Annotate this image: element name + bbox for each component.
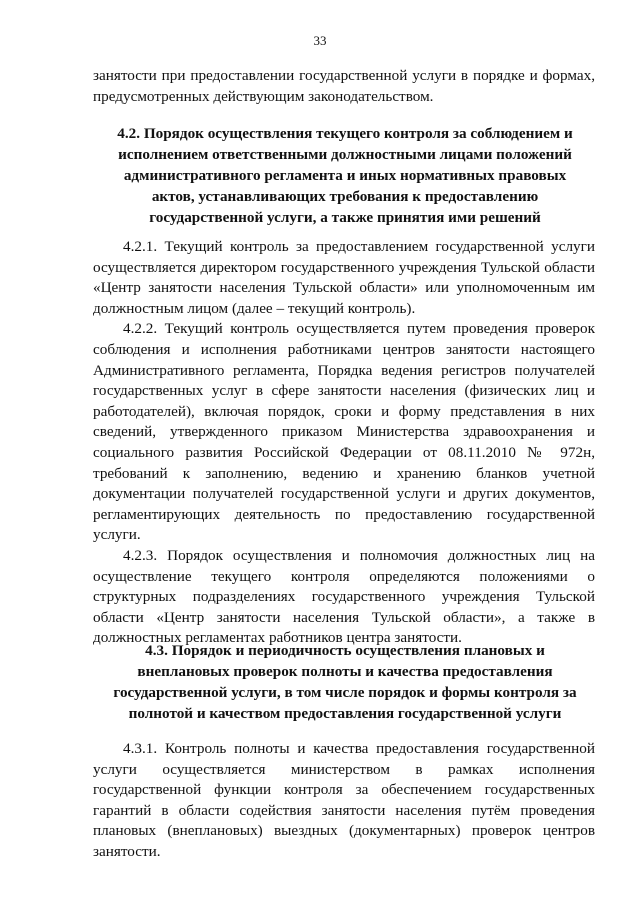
intro-paragraph-block	[93, 66, 595, 107]
section-4-2-heading: 4.2. Порядок осуществления текущего контроля за соблюдением и исполнением ответственными должностными лицами положений административного регламента и иных нормативных правовых актов, устанавливающих требования к предоставлению государственной услуги, а также принятия ими решений	[117, 125, 573, 226]
intro-paragraph: занятости при предоставлении государственной услуги в порядке и формах, предусмотренных действующим законодательством.	[93, 67, 595, 105]
section-4-3-heading: 4.3. Порядок и периодичность осуществления плановых и внеплановых проверок полноты и качества предоставления государственной услуги, в том числе порядок и формы контроля за полнотой и качеством предоставления государственной услуги	[113, 642, 577, 722]
page-number: 33	[313, 33, 327, 48]
paragraph-4-2-3: 4.2.3. Порядок осуществления и полномочия должностных лиц на осуществление текущего контроля определяются положениями о структурных подразделениях государственного учреждения Тульской области «Центр занятости населения Тульской области», а также в должностных регламентах работников центра занятости.	[93, 546, 595, 647]
section-4-2-body	[93, 237, 595, 649]
section-4-3-body	[93, 739, 595, 863]
section-4-2-heading-block	[110, 123, 580, 228]
paragraph-4-3-1: 4.3.1. Контроль полноты и качества предоставления государственной услуги осуществляется министерством в рамках исполнения государственной функции контроля за обеспечением государственных гарантий в области содействия занятости населения путём проведения плановых (внеплановых) выездных (документарных) проверок центров занятости.	[93, 740, 595, 860]
paragraph-4-2-1: 4.2.1. Текущий контроль за предоставлением государственной услуги осуществляется директором государственного учреждения Тульской области «Центр занятости населения Тульской области» или уполномоченным им должностным лицом (далее – текущий контроль).	[93, 238, 595, 317]
paragraph-4-2-2: 4.2.2. Текущий контроль осуществляется путем проведения проверок соблюдения и исполнения работниками центров занятости настоящего Административного регламента, Порядка ведения регистров получателей государственных услуг в сфере занятости населения (физических лиц и работодателей), включая порядок, сроки и форму представления в них сведений, утвержденного приказом Министерства здравоохранения и социального развития Российской Федерации от 08.11.2010 № 972н, требований к заполнению, ведению и хранению бланков учетной документации получателей государственной услуги и других документов, регламентирующих деятельность по предоставлению государственной услуги.	[93, 320, 595, 544]
section-4-3-heading-block	[100, 640, 590, 724]
